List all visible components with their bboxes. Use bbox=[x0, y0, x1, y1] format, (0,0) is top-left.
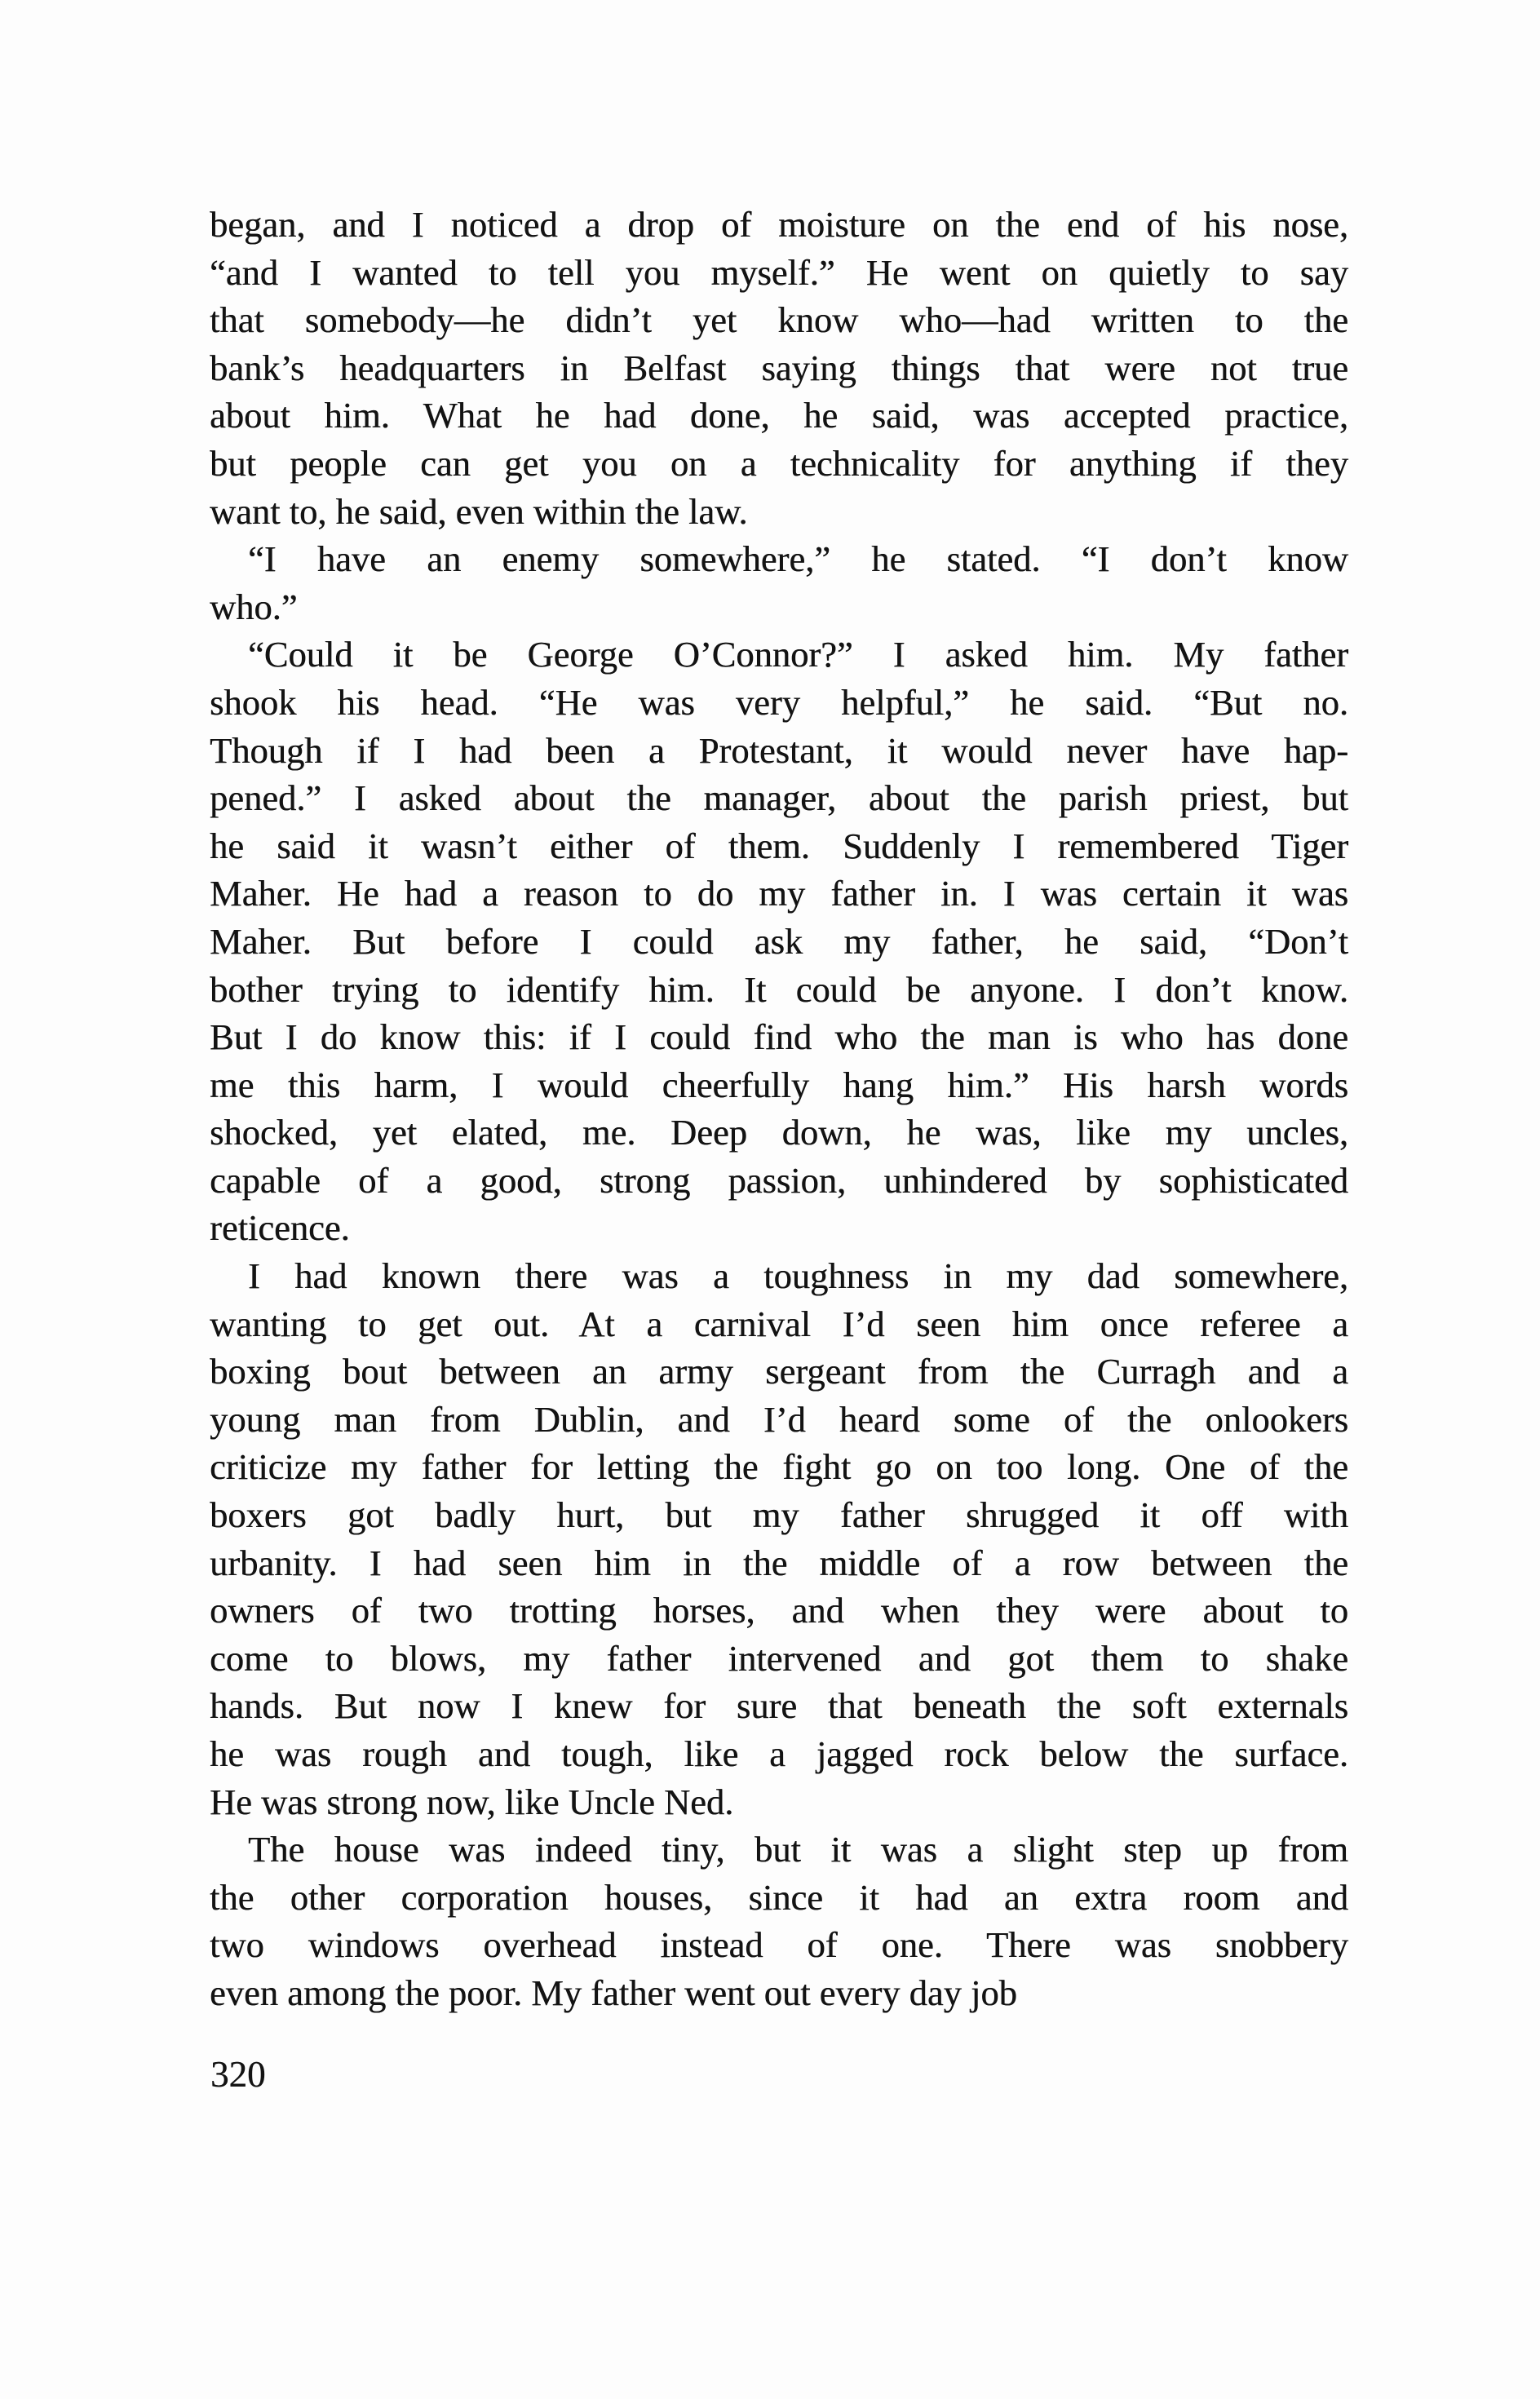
text-line: I had known there was a toughness in my dad somewhere, bbox=[248, 1255, 1348, 1297]
text-line: hands. But now I knew for sure that beneath the soft externals bbox=[210, 1685, 1348, 1727]
text-line: bank’s headquarters in Belfast saying things that were not true bbox=[210, 347, 1348, 388]
text-line: boxers got badly hurt, but my father shrugged it off with bbox=[210, 1494, 1348, 1536]
text-line: capable of a good, strong passion, unhindered by sophisticated bbox=[210, 1159, 1348, 1201]
text-line: reticence. bbox=[210, 1207, 350, 1249]
text-line: even among the poor. My father went out every day job bbox=[210, 1972, 1017, 2013]
text-line: me this harm, I would cheerfully hang him.” His harsh words bbox=[210, 1064, 1348, 1105]
page-number: 320 bbox=[210, 2054, 266, 2095]
text-line: young man from Dublin, and I’d heard some of the onlookers bbox=[210, 1398, 1348, 1440]
text-line: owners of two trotting horses, and when they were about to bbox=[210, 1590, 1348, 1631]
text-line: want to, he said, even within the law. bbox=[210, 490, 748, 532]
text-line: “I have an enemy somewhere,” he stated. “I don’t know bbox=[248, 538, 1348, 580]
text-line: Maher. But before I could ask my father, he said, “Don’t bbox=[210, 920, 1348, 962]
text-line: come to blows, my father intervened and got them to shake bbox=[210, 1637, 1348, 1679]
text-line: urbanity. I had seen him in the middle of a row between the bbox=[210, 1542, 1348, 1583]
text-line: criticize my father for letting the fight go on too long. One of the bbox=[210, 1446, 1348, 1488]
text-line: that somebody—he didn’t yet know who—had written to the bbox=[210, 299, 1348, 341]
text-line: boxing bout between an army sergeant from the Curragh and a bbox=[210, 1351, 1348, 1392]
text-line: he was rough and tough, like a jagged rock below the surface. bbox=[210, 1733, 1348, 1774]
text-line: “Could it be George O’Connor?” I asked him. My father bbox=[248, 634, 1348, 675]
text-line: Maher. He had a reason to do my father in. I was certain it was bbox=[210, 873, 1348, 914]
text-line: began, and I noticed a drop of moisture on the end of his nose, bbox=[210, 204, 1348, 245]
text-line: about him. What he had done, he said, was accepted practice, bbox=[210, 395, 1348, 436]
text-line: two windows overhead instead of one. There was snobbery bbox=[210, 1924, 1348, 1966]
text-line: shook his head. “He was very helpful,” he said. “But no. bbox=[210, 681, 1348, 723]
text-line: But I do know this: if I could find who the man is who has done bbox=[210, 1016, 1348, 1058]
text-line: wanting to get out. At a carnival I’d seen him once referee a bbox=[210, 1303, 1348, 1344]
text-line: bother trying to identify him. It could be anyone. I don’t know. bbox=[210, 968, 1348, 1010]
text-line: he said it wasn’t either of them. Suddenly I remembered Tiger bbox=[210, 825, 1348, 866]
text-line: shocked, yet elated, me. Deep down, he was, like my uncles, bbox=[210, 1112, 1348, 1153]
text-line: who.” bbox=[210, 586, 298, 627]
text-line: but people can get you on a technicality for anything if they bbox=[210, 442, 1348, 484]
text-line: The house was indeed tiny, but it was a slight step up from bbox=[248, 1829, 1348, 1870]
page-text bbox=[210, 201, 1348, 2017]
text-line: the other corporation houses, since it had an extra room and bbox=[210, 1876, 1348, 1918]
text-line: “and I wanted to tell you myself.” He went on quietly to say bbox=[210, 251, 1348, 293]
text-line: pened.” I asked about the manager, about the parish priest, but bbox=[210, 777, 1348, 819]
text-line: He was strong now, like Uncle Ned. bbox=[210, 1781, 734, 1822]
text-line: Though if I had been a Protestant, it would never have hap- bbox=[210, 729, 1348, 771]
